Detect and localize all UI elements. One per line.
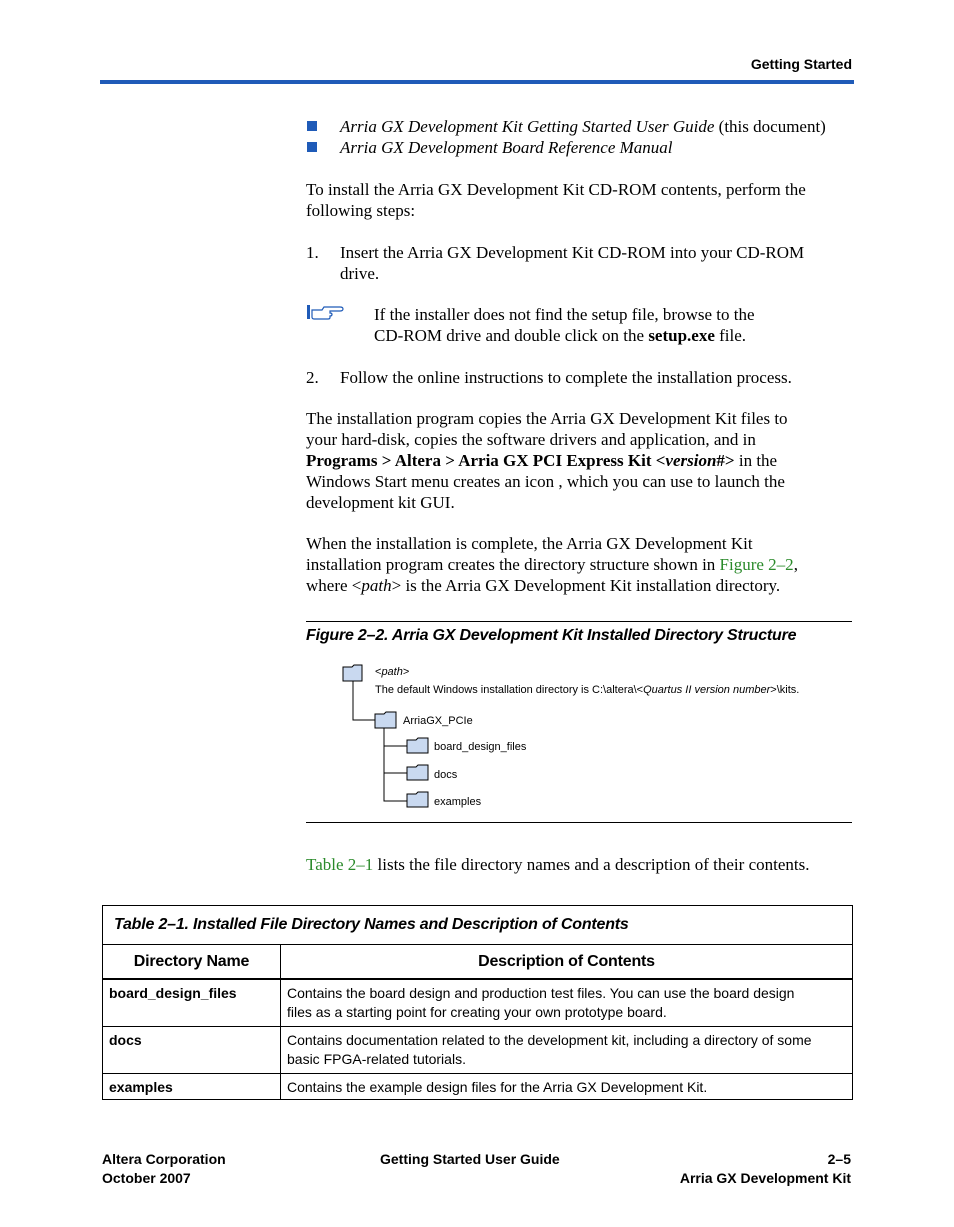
figure-top-rule: [306, 621, 852, 622]
table-header-row: [103, 945, 852, 980]
folder-label-examples: examples: [434, 796, 482, 808]
table-row: [103, 1027, 852, 1074]
step-number: 1.: [306, 243, 319, 262]
root-folder-description: The default Windows installation directory is C:\altera\<Quartus II version number>\kits.: [375, 684, 800, 696]
root-folder-label: <path>: [375, 666, 410, 678]
text-run: lists the file directory names and a description of their contents.: [373, 855, 810, 874]
text-line: [306, 554, 798, 575]
text-line: following steps:: [306, 201, 416, 220]
description-cell: Contains the board design and production test files. You can use the board design files as a starting point for creating your own prototype board.: [287, 985, 795, 1020]
text-run: > is the Arria GX Development Kit installation directory.: [391, 576, 781, 595]
folder-label-board-design-files: board_design_files: [434, 741, 527, 753]
text-line: If the installer does not find the setup file, browse to the: [374, 305, 755, 324]
footer-left: [102, 1150, 226, 1188]
text-run: ,: [793, 555, 798, 574]
menu-path: Programs > Altera > Arria GX PCI Express Kit <version#>: [306, 451, 735, 470]
text-line: your hard-disk, copies the software drivers and application, and in: [306, 430, 756, 449]
filename: setup.exe: [648, 326, 715, 345]
text-run: where <: [306, 576, 362, 595]
step-text: [340, 242, 804, 284]
company-name: Altera Corporation: [102, 1151, 226, 1167]
pointing-hand-icon: [306, 304, 344, 320]
table-link[interactable]: Table 2–1: [306, 855, 374, 874]
figure-caption: Figure 2–2. Arria GX Development Kit Installed Directory Structure: [306, 627, 797, 644]
text-run: file.: [714, 326, 747, 345]
text-line: drive.: [340, 264, 380, 283]
bullet-note: (this document): [714, 117, 826, 136]
page-number: 2–5: [827, 1151, 851, 1167]
text-run: installation program creates the directory structure shown in: [306, 555, 720, 574]
folder-icon: [407, 738, 428, 753]
document-title: Arria GX Development Board Reference Manual: [340, 138, 673, 157]
column-header: Directory Name: [103, 945, 281, 978]
folder-icon: [407, 792, 428, 807]
text-run: in the: [734, 451, 778, 470]
directory-name-cell: docs: [103, 1027, 281, 1073]
publication-date: October 2007: [102, 1170, 191, 1186]
product-name: Arria GX Development Kit: [679, 1170, 851, 1186]
table-reference: [306, 854, 809, 875]
column-header: Description of Contents: [478, 953, 655, 970]
installation-paragraph: [306, 408, 788, 513]
step-text: Follow the online instructions to complete the installation process.: [340, 368, 792, 387]
directory-name-cell: board_design_files: [103, 980, 281, 1026]
directory-paragraph: [306, 533, 798, 596]
description-cell: Contains documentation related to the development kit, including a directory of some basic FPGA-related tutorials.: [287, 1032, 812, 1067]
bullet-marker: [307, 142, 317, 152]
folder-label-docs: docs: [434, 769, 458, 781]
path-variable: path: [361, 576, 392, 595]
intro-paragraph: [306, 179, 806, 221]
directory-table: [102, 905, 853, 1100]
bullet-item: [340, 137, 673, 158]
text-line: The installation program copies the Arria GX Development Kit files to: [306, 409, 788, 428]
folder-icon: [375, 712, 396, 728]
text-line: Windows Start menu creates an icon , which you can use to launch the: [306, 472, 785, 491]
table-row: [103, 1074, 852, 1099]
bullet-item: [340, 116, 826, 137]
figure-link[interactable]: Figure 2–2: [719, 555, 794, 574]
footer-center: Getting Started User Guide: [380, 1151, 560, 1167]
folder-icon: [343, 665, 362, 681]
footer-right: [680, 1150, 851, 1188]
step-number: 2.: [306, 368, 319, 387]
text-run: CD-ROM drive and double click on the: [374, 326, 649, 345]
folder-icon: [407, 765, 428, 780]
document-title: Arria GX Development Kit Getting Started User Guide: [340, 117, 715, 136]
description-cell: Contains the example design files for the Arria GX Development Kit.: [287, 1079, 708, 1095]
bullet-marker: [307, 121, 317, 131]
figure-bottom-rule: [306, 822, 852, 823]
note-text: [374, 304, 755, 346]
directory-tree: [340, 660, 450, 810]
text-line: Insert the Arria GX Development Kit CD-ROM into your CD-ROM: [340, 243, 805, 262]
header-rule: [100, 80, 854, 84]
folder-label-arriagx-pcie: ArriaGX_PCIe: [403, 715, 473, 727]
table-caption: Table 2–1. Installed File Directory Names and Description of Contents: [103, 906, 852, 945]
directory-name-cell: examples: [103, 1074, 281, 1099]
text-line: When the installation is complete, the Arria GX Development Kit: [306, 534, 753, 553]
text-line: [374, 325, 755, 346]
table-row: [103, 980, 852, 1027]
header-title: Getting Started: [750, 56, 852, 72]
text-line: To install the Arria GX Development Kit CD-ROM contents, perform the: [306, 180, 806, 199]
text-line: development kit GUI.: [306, 493, 455, 512]
text-line: [306, 450, 788, 471]
text-line: [306, 575, 798, 596]
